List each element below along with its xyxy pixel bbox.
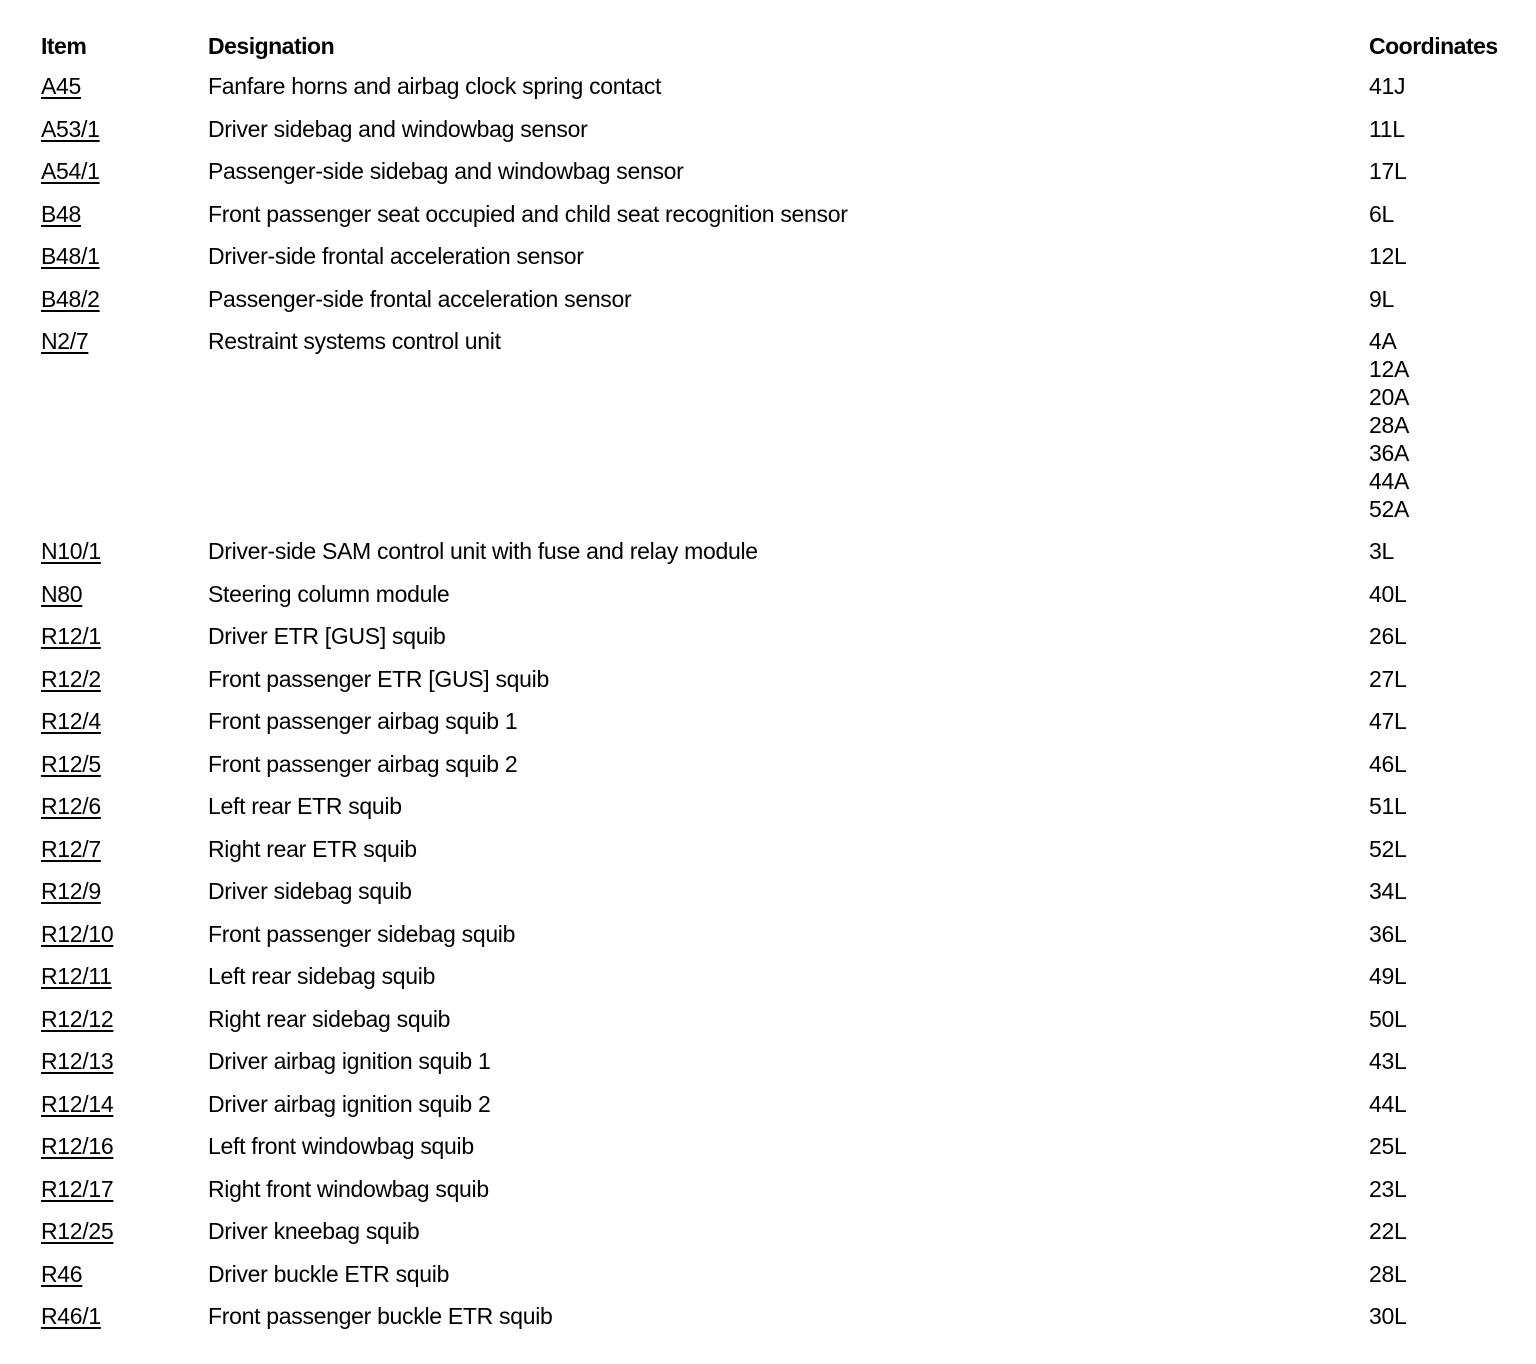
designation-cell: Right rear sidebag squib	[208, 1005, 451, 1032]
coordinate-value: 44A	[1369, 468, 1410, 494]
item-cell	[41, 665, 101, 693]
item-link[interactable]: A53/1	[41, 115, 100, 142]
coordinate-value: 50L	[1369, 1005, 1407, 1032]
item-link[interactable]: R12/1	[41, 623, 101, 649]
item-cell	[41, 750, 101, 778]
item-link[interactable]: R46/1	[41, 1303, 101, 1329]
coordinates-cell	[1369, 1132, 1406, 1160]
header-coordinates: Coordinates	[1369, 33, 1498, 59]
item-link[interactable]: A45	[41, 73, 82, 99]
designation-cell: Left front windowbag squib	[208, 1133, 474, 1159]
table-row	[0, 72, 1536, 115]
table-row	[0, 920, 1536, 963]
coordinates-cell	[1369, 327, 1409, 523]
item-cell	[41, 327, 88, 355]
coordinates-cell	[1369, 835, 1406, 863]
table-row	[0, 537, 1536, 580]
item-link[interactable]: R12/14	[41, 1090, 114, 1117]
coordinate-value: 41J	[1369, 73, 1406, 99]
item-cell	[41, 1175, 113, 1203]
coordinates-cell	[1369, 200, 1394, 228]
header-designation: Designation	[208, 33, 335, 59]
designation-cell: Left rear ETR squib	[208, 793, 402, 819]
coordinate-value: 36L	[1369, 920, 1407, 947]
table-row	[0, 750, 1536, 793]
item-cell	[41, 242, 100, 270]
item-cell	[41, 580, 82, 608]
table-row	[0, 285, 1536, 328]
item-link[interactable]: R12/7	[41, 835, 101, 862]
designation-cell: Front passenger airbag squib 1	[208, 708, 518, 734]
coordinates-cell	[1369, 285, 1394, 313]
table-row	[0, 1047, 1536, 1090]
item-cell	[41, 707, 101, 735]
designation-cell: Front passenger buckle ETR squib	[208, 1303, 553, 1329]
table-row	[0, 1005, 1536, 1048]
coordinate-value: 4A	[1369, 328, 1397, 354]
table-header	[0, 30, 1536, 62]
item-cell	[41, 115, 100, 143]
coordinates-cell	[1369, 1217, 1406, 1245]
designation-cell: Driver kneebag squib	[208, 1218, 420, 1244]
item-link[interactable]: R12/9	[41, 878, 101, 904]
coordinate-value: 51L	[1369, 793, 1407, 819]
designation-cell: Passenger-side sidebag and windowbag sensor	[208, 158, 684, 184]
coordinates-cell	[1369, 1005, 1406, 1033]
designation-cell: Front passenger seat occupied and child seat recognition sensor	[208, 200, 848, 227]
table-row	[0, 665, 1536, 708]
coordinates-cell	[1369, 72, 1405, 100]
item-cell	[41, 792, 101, 820]
item-cell	[41, 537, 101, 565]
designation-cell: Front passenger sidebag squib	[208, 920, 516, 947]
designation-cell: Driver-side frontal acceleration sensor	[208, 243, 584, 269]
item-cell	[41, 877, 101, 905]
item-link[interactable]: N80	[41, 580, 83, 607]
item-link[interactable]: B48/1	[41, 243, 100, 269]
coordinate-value: 6L	[1369, 200, 1394, 227]
coordinates-cell	[1369, 1090, 1406, 1118]
header-item: Item	[41, 33, 87, 59]
designation-cell: Driver airbag ignition squib 1	[208, 1048, 491, 1074]
coordinates-cell	[1369, 920, 1406, 948]
item-link[interactable]: R12/17	[41, 1175, 114, 1202]
item-cell	[41, 1260, 82, 1288]
coordinates-cell	[1369, 115, 1405, 143]
item-cell	[41, 920, 113, 948]
table-row	[0, 962, 1536, 1005]
coordinate-value: 28A	[1369, 412, 1410, 438]
table-row	[0, 707, 1536, 750]
item-cell	[41, 1302, 101, 1330]
designation-cell: Front passenger airbag squib 2	[208, 750, 518, 777]
coordinate-value: 52A	[1369, 496, 1410, 522]
table-row	[0, 835, 1536, 878]
coordinates-cell	[1369, 962, 1406, 990]
coordinate-value: 25L	[1369, 1133, 1407, 1159]
coordinate-value: 49L	[1369, 963, 1407, 989]
item-cell	[41, 1005, 113, 1033]
coordinate-value: 44L	[1369, 1090, 1407, 1117]
designation-cell: Steering column module	[208, 580, 450, 607]
coordinates-cell	[1369, 242, 1406, 270]
item-link[interactable]: N2/7	[41, 328, 89, 354]
item-link[interactable]: R12/2	[41, 665, 101, 692]
table-row	[0, 1260, 1536, 1303]
coordinates-cell	[1369, 750, 1406, 778]
item-link[interactable]: R12/13	[41, 1048, 114, 1074]
table-row	[0, 580, 1536, 623]
item-link[interactable]: R12/10	[41, 920, 114, 947]
item-link[interactable]: R12/4	[41, 708, 101, 734]
item-link[interactable]: R12/6	[41, 793, 101, 819]
item-link[interactable]: R12/25	[41, 1218, 114, 1244]
item-cell	[41, 962, 112, 990]
coordinate-value: 36A	[1369, 440, 1410, 466]
table-row	[0, 327, 1536, 537]
designation-cell: Driver ETR [GUS] squib	[208, 623, 446, 649]
coordinates-cell	[1369, 707, 1406, 735]
table-row	[0, 115, 1536, 158]
item-link[interactable]: B48/2	[41, 285, 100, 312]
designation-cell: Right rear ETR squib	[208, 835, 417, 862]
coordinate-value: 40L	[1369, 580, 1407, 607]
table-row	[0, 622, 1536, 665]
item-cell	[41, 1217, 113, 1245]
designation-cell: Driver buckle ETR squib	[208, 1260, 450, 1287]
item-cell	[41, 285, 100, 313]
item-cell	[41, 72, 81, 100]
item-link[interactable]: R12/16	[41, 1133, 114, 1159]
coordinate-value: 26L	[1369, 623, 1407, 649]
coordinate-value: 17L	[1369, 158, 1407, 184]
coordinate-value: 47L	[1369, 708, 1407, 734]
coordinate-value: 52L	[1369, 835, 1407, 862]
item-cell	[41, 835, 101, 863]
item-link[interactable]: R46	[41, 1260, 83, 1287]
designation-cell: Right front windowbag squib	[208, 1175, 489, 1202]
coordinates-cell	[1369, 537, 1394, 565]
item-cell	[41, 200, 81, 228]
table-row	[0, 1090, 1536, 1133]
coordinate-value: 12L	[1369, 243, 1407, 269]
item-cell	[41, 1047, 113, 1075]
coordinates-cell	[1369, 792, 1406, 820]
designation-cell: Driver sidebag and windowbag sensor	[208, 115, 588, 142]
coordinate-value: 20A	[1369, 384, 1410, 410]
table-row	[0, 1132, 1536, 1175]
item-link[interactable]: N10/1	[41, 538, 101, 564]
item-link[interactable]: R12/12	[41, 1005, 114, 1032]
table-row	[0, 877, 1536, 920]
table-row	[0, 200, 1536, 243]
coordinate-value: 30L	[1369, 1303, 1407, 1329]
coordinates-cell	[1369, 665, 1406, 693]
coordinates-cell	[1369, 1175, 1406, 1203]
table-row	[0, 1175, 1536, 1218]
coordinates-cell	[1369, 1260, 1406, 1288]
table-row	[0, 157, 1536, 200]
designation-cell: Driver sidebag squib	[208, 878, 412, 904]
item-cell	[41, 622, 101, 650]
item-link[interactable]: R12/5	[41, 750, 101, 777]
coordinate-value: 11L	[1369, 115, 1405, 142]
designation-cell: Driver-side SAM control unit with fuse and relay module	[208, 538, 758, 564]
coordinate-value: 9L	[1369, 285, 1394, 312]
coordinate-value: 22L	[1369, 1218, 1407, 1244]
coordinate-value: 28L	[1369, 1260, 1407, 1287]
coordinates-cell	[1369, 877, 1406, 905]
coordinates-cell	[1369, 1302, 1406, 1330]
designation-cell: Restraint systems control unit	[208, 328, 501, 354]
coordinates-cell	[1369, 1047, 1406, 1075]
designation-cell: Driver airbag ignition squib 2	[208, 1090, 491, 1117]
table-row	[0, 242, 1536, 285]
coordinates-cell	[1369, 157, 1406, 185]
item-link[interactable]: R12/11	[41, 963, 112, 989]
designation-cell: Fanfare horns and airbag clock spring contact	[208, 73, 662, 99]
table-row	[0, 1302, 1536, 1345]
item-link[interactable]: B48	[41, 200, 82, 227]
coordinate-value: 12A	[1369, 356, 1410, 382]
designation-cell: Front passenger ETR [GUS] squib	[208, 665, 549, 692]
table-row	[0, 792, 1536, 835]
coordinate-value: 27L	[1369, 665, 1407, 692]
table-body	[0, 72, 1536, 1345]
designation-cell: Left rear sidebag squib	[208, 963, 436, 989]
coordinate-value: 3L	[1369, 538, 1394, 564]
designation-cell: Passenger-side frontal acceleration sensor	[208, 285, 632, 312]
coordinate-value: 23L	[1369, 1175, 1407, 1202]
coordinate-value: 34L	[1369, 878, 1407, 904]
coordinate-value: 43L	[1369, 1048, 1407, 1074]
item-cell	[41, 157, 100, 185]
item-cell	[41, 1132, 113, 1160]
item-link[interactable]: A54/1	[41, 158, 100, 184]
item-cell	[41, 1090, 113, 1118]
coordinates-cell	[1369, 580, 1406, 608]
table-row	[0, 1217, 1536, 1260]
coordinate-value: 46L	[1369, 750, 1407, 777]
coordinates-cell	[1369, 622, 1406, 650]
